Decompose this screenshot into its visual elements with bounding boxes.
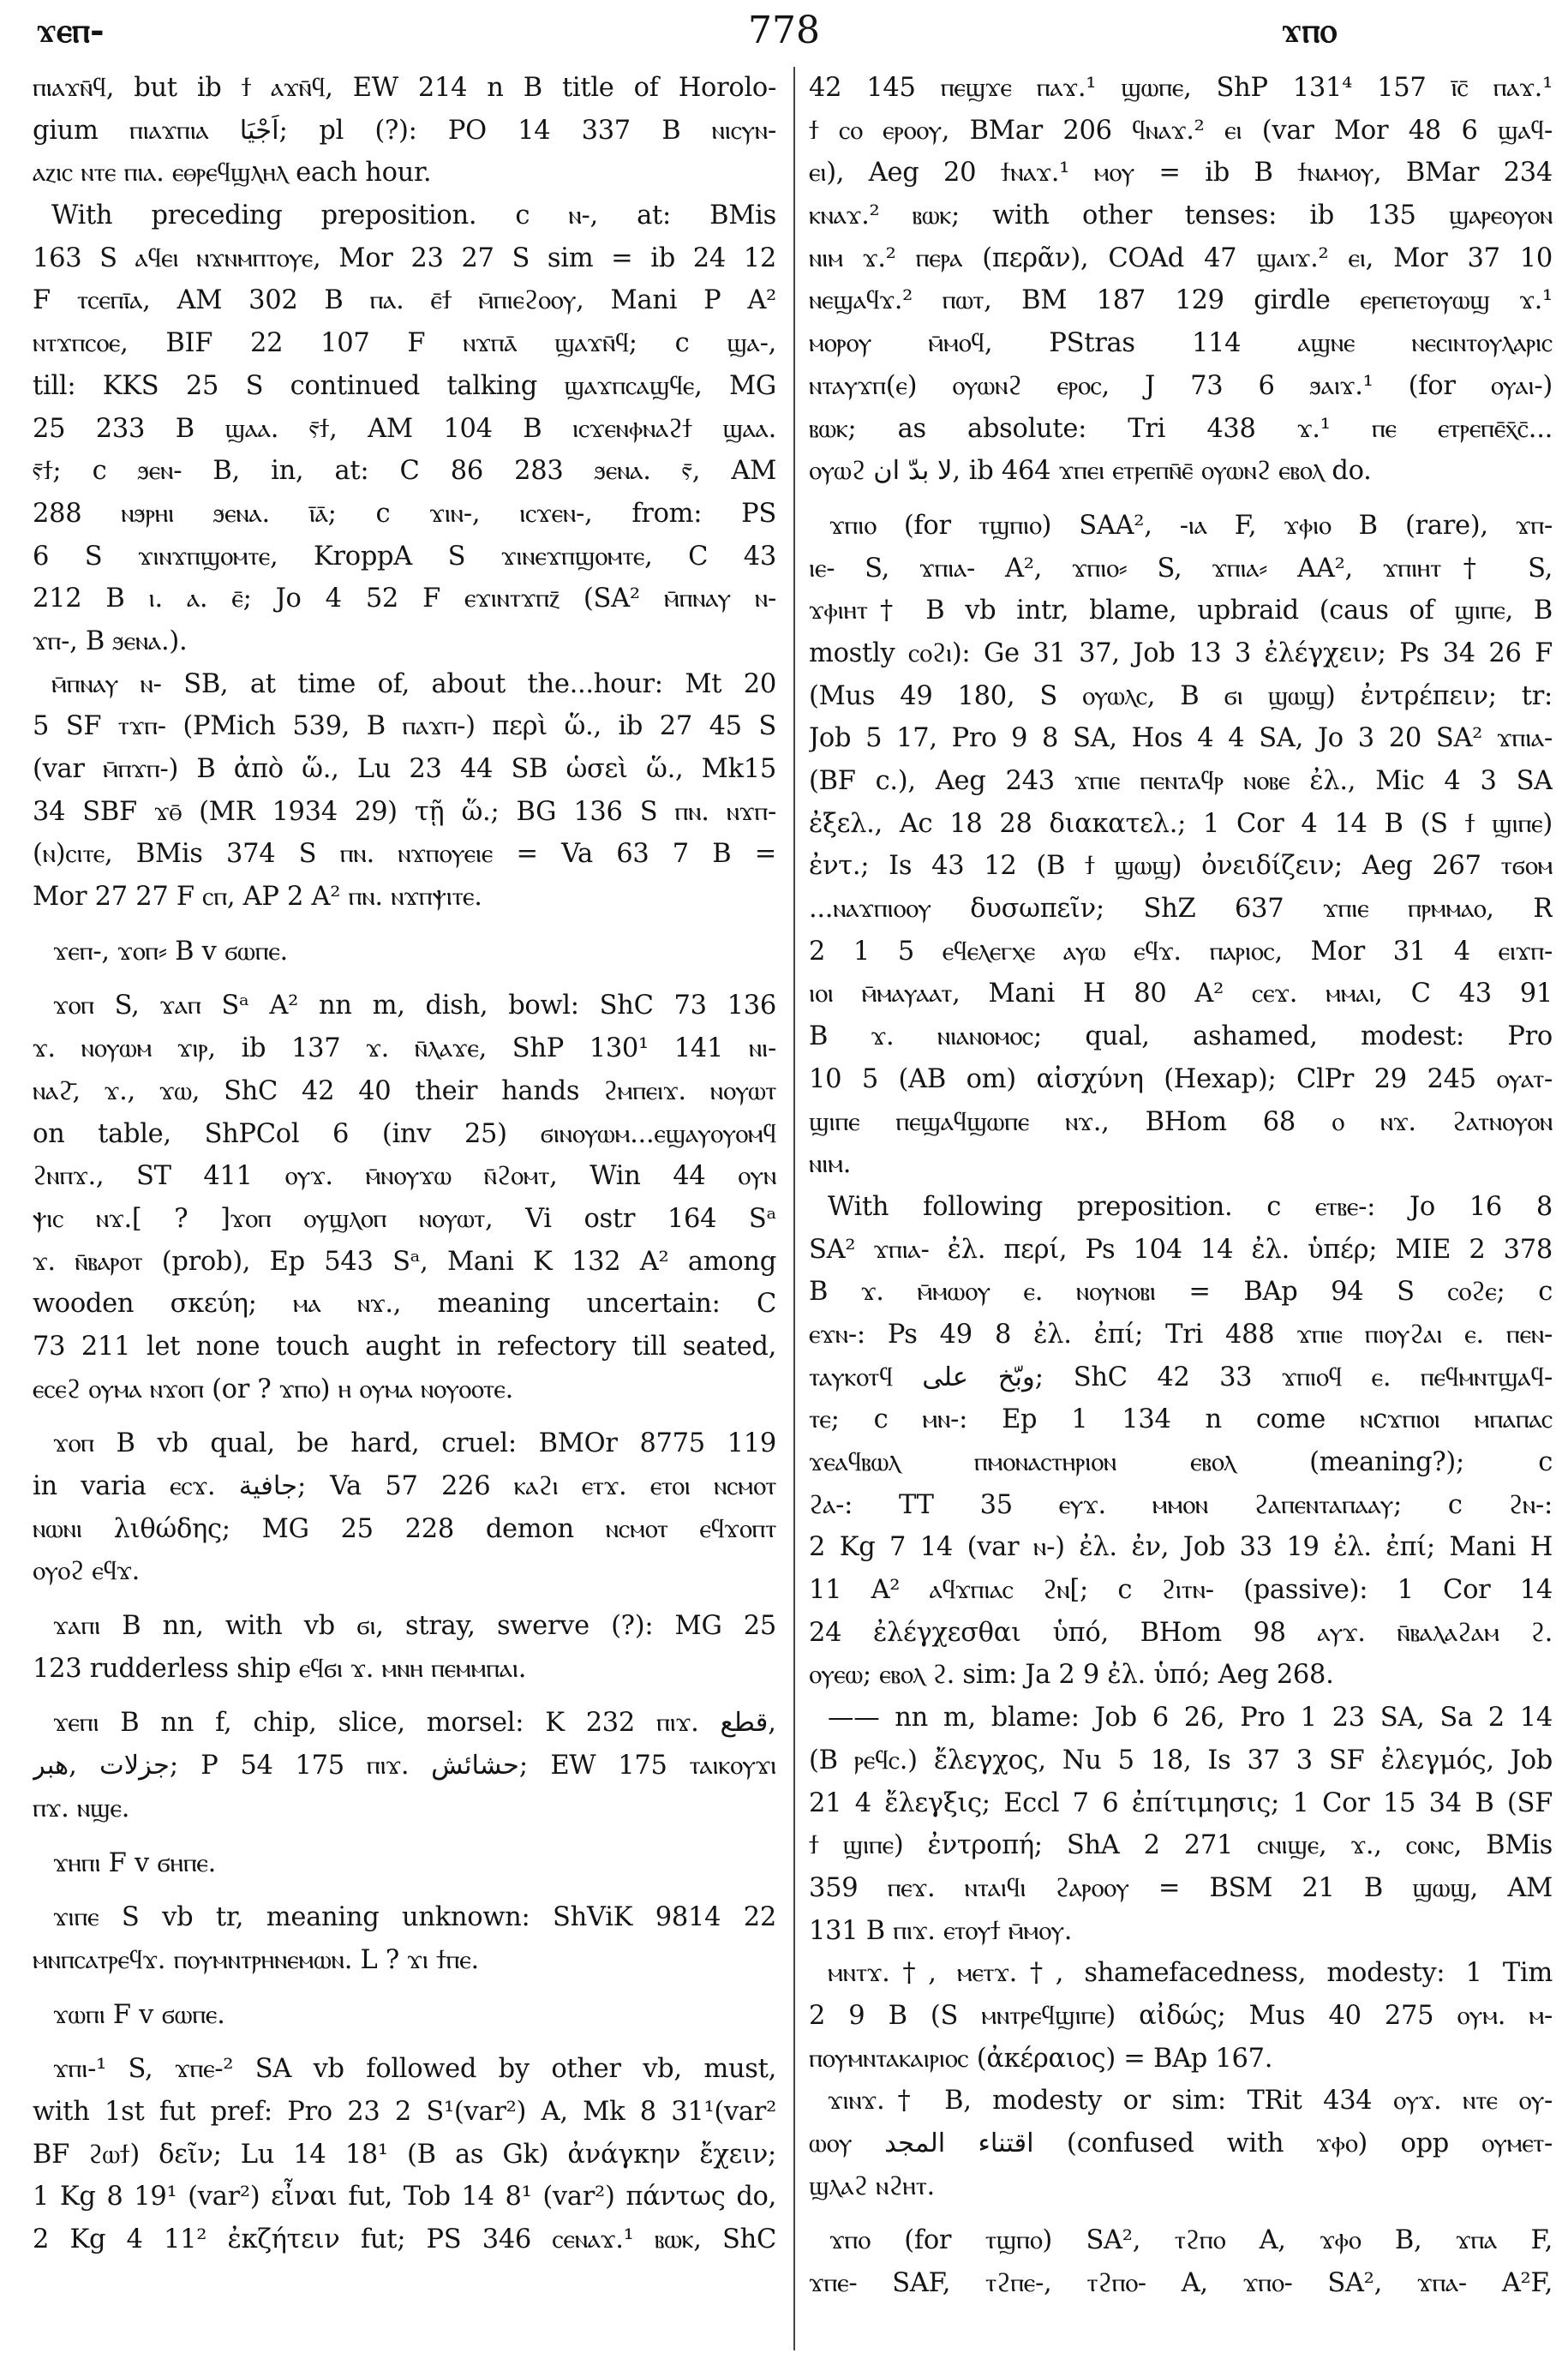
entry-line: mostly ⲥⲟϩⲓ): Ge 31 37, Job 13 3 ἐλέγχειν; Ps 34 26 F	[809, 638, 1553, 668]
entry-line: ϫⲁⲡⲓ B nn, with vb ϭⲓ, stray, swerve (?): MG 25	[53, 1611, 776, 1642]
entry-line: ⲟⲩⲉⲱ; ⲉⲃⲟⲗ ϩ. sim: Ja 2 9 ἐλ. ὑπό; Aeg 268.	[809, 1660, 1334, 1691]
entry-line: ϫⲡⲓ-¹ S, ϫⲡⲉ-² SA vb followed by other vb, must,	[53, 2054, 776, 2085]
entry-line: ϯ ⲥⲟ ⲉⲣⲟⲟⲩ, BMar 206 ϥⲛⲁϫ.² ⲉⲓ (var Mor 48 6 ϣⲁϥ-	[809, 115, 1553, 146]
entry-line: ⲛⲓⲙ.	[809, 1149, 852, 1180]
entry-line: ⲧⲁⲩⲕⲟⲧϥ وبّخ على; ShC 42 33 ϫⲡⲓⲟϥ ⲉ. ⲡⲉϥⲙⲛⲧϣⲁϥ-	[809, 1362, 1553, 1392]
entry-line: ϫⲓⲛϫ.† B, modesty or sim: TRit 434 ⲟⲩϫ. ⲛⲧⲉ ⲟⲩ-	[828, 2086, 1553, 2117]
entry-line: ⲡⲟⲩⲙⲛⲧⲁⲕⲁⲓⲣⲓⲟⲥ (ἀκέραιος) = BAp 167.	[809, 2043, 1273, 2074]
entry-line: With following preposition. c ⲉⲧⲃⲉ-: Jo 16 8	[828, 1191, 1553, 1222]
entry-line: 42 145 ⲡⲉϣϫⲉ ⲡⲁϫ.¹ ϣⲱⲡⲉ, ShP 131⁴ 157 ⲓ̄ⲥ̄ ⲡⲁϫ.¹	[809, 73, 1553, 103]
entry-line: ⲛⲱⲛⲓ λιθώδης; MG 25 228 demon ⲛⲥⲙⲟⲧ ⲉϥϫⲟⲡⲧ	[33, 1513, 776, 1544]
entry-line: ϫⲉⲡⲓ B nn f, chip, slice, morsel: K 232 ⲡⲓϫ. قطع,	[53, 1708, 776, 1739]
page-number: 778	[748, 9, 820, 52]
entry-line: With preceding preposition. c ⲛ-, at: BMis	[51, 201, 776, 231]
entry-line: ⲧⲉ; c ⲙⲛ-: Ep 1 134 n come ⲛϲϫⲡⲓⲟⲓ ⲙⲡⲁⲡⲁⲥ	[809, 1404, 1553, 1435]
entry-line: ϫⲡⲓⲟ (for ⲧϣⲡⲓⲟ) SAA², -ⲓⲁ F, ϫⲫⲓⲟ B (rare), ϫⲡ-	[829, 510, 1553, 541]
entry-line: 5 SF ⲧϫⲡ- (PMich 539, B ⲡⲁϫⲡ-) περὶ ὥ., ib 27 45 S	[33, 711, 776, 742]
entry-line: with 1st fut pref: Pro 23 2 S¹(var²) A, Mk 8 31¹(var²	[33, 2096, 776, 2127]
entry-line: ϫⲉⲡ-, ϫⲟⲡ⸗ B v ϭⲱⲡⲉ.	[53, 936, 288, 967]
entry-line: ⲉϫⲛ-: Ps 49 8 ἐλ. ἐπί; Tri 488 ϫⲡⲓⲉ ⲡⲓⲟⲩϩⲁⲓ ⲉ. ⲡⲉⲛ-	[809, 1319, 1553, 1350]
entry-line: (ⲛ)ⲥⲓⲧⲉ, BMis 374 S ⲡⲛ. ⲛϫⲡⲟⲩⲉⲓⲉ = Va 63 7 B =	[33, 839, 776, 870]
entry-line: (B ⲣⲉϥⲥ.) ἔλεγχος, Nu 5 18, Is 37 3 SF ἐλεγμός, Job	[809, 1745, 1553, 1775]
running-head-right: ϫⲡⲟ	[1281, 10, 1337, 51]
entry-line: (Mus 49 180, S ⲟⲩⲱⲗⲥ, B ϭⲓ ϣⲱϣ) ἐντρέπειν; tr:	[809, 680, 1553, 711]
entry-line: ϣⲗⲁϩ ⲛϩⲏⲧ.	[809, 2170, 935, 2201]
entry-line: 10 5 (AB om) αἰσχύνη (Hexap); ClPr 29 245 ⲟⲩⲁⲧ-	[809, 1063, 1553, 1094]
entry-line: 6 S ϫⲓⲛϫⲡϣⲟⲙⲧⲉ, KroppA S ϫⲓⲛⲉϫⲡϣⲟⲙⲧⲉ, C 43	[33, 541, 776, 572]
entry-line: ⲁⲍⲓⲥ ⲛⲧⲉ ⲡⲓⲁ. ⲉⲑⲣⲉϥϣⲗⲏⲗ each hour.	[33, 158, 432, 189]
entry-line: 131 B ⲡⲓϫ. ⲉⲧⲟⲩϯ ⲙ̄ⲙⲟⲩ.	[809, 1915, 1073, 1946]
entry-line: ⲓⲉ- S, ϫⲡⲓⲁ- A², ϫⲡⲓⲟ⸗ S, ϫⲡⲓⲁ⸗ AA², ϫⲡⲓⲏⲧ† S,	[809, 553, 1553, 584]
entry-line: ϫⲟⲡ B vb qual, be hard, cruel: BMOr 8775 119	[53, 1428, 776, 1459]
entry-line: 123 rudderless ship ⲉϥϭⲓ ϫ. ⲙⲛⲏ ⲡⲉⲙⲙⲡⲁⲓ.	[33, 1653, 527, 1684]
entry-line: 1 Kg 8 19¹ (var²) εἶναι fut, Tob 14 8¹ (var²) πάντως do,	[33, 2182, 776, 2212]
entry-line: ⲙⲛⲡⲥⲁⲧⲣⲉϥϫ. ⲡⲟⲩⲙⲛⲧⲣⲏⲛⲉⲙⲱⲛ. L ? ϫⲓ ϯⲡⲉ.	[33, 1944, 479, 1975]
running-head-left: ϫⲉⲡ-	[36, 10, 105, 51]
entry-line: 212 B ⲓ. ⲁ. ⲉ̄; Jo 4 52 F ⲉϫⲓⲛⲧϫⲡⲍ̄ (SA² ⲙ̄ⲡⲛⲁⲩ ⲛ-	[33, 584, 776, 614]
entry-line: 2 9 B (S ⲙⲛⲧⲣⲉϥϣⲓⲡⲉ) αἰδώς; Mus 40 275 ⲟⲩⲙ. ⲙ-	[809, 2000, 1553, 2031]
entry-line: ⲃⲱⲕ; as absolute: Tri 438 ϫ.¹ ⲡⲉ ⲉⲧⲣⲉⲡⲉ̄ⲭ̄ⲥ̄...	[809, 413, 1553, 444]
entry-line: ϫⲟⲡ S, ϫⲁⲡ Sᵃ A² nn m, dish, bowl: ShC 73 136	[53, 991, 776, 1021]
entry-line: 2 Kg 4 11² ἐκζήτειν fut; PS 346 ⲥⲉⲛⲁϫ.¹ ⲃⲱⲕ, ShC	[33, 2224, 776, 2254]
entry-line: 288 ⲛϧⲣⲏⲓ ϧⲉⲛⲁ. ⲓ̄ⲁ̄; c ϫⲓⲛ-, ⲓⲥϫⲉⲛ-, from: PS	[33, 498, 776, 529]
entry-line: ⲉⲥⲉϩ ⲟⲩⲙⲁ ⲛϫⲟⲡ (or ? ϫⲡⲟ) ⲏ ⲟⲩⲙⲁ ⲛⲟⲩⲟⲟⲧⲉ.	[33, 1374, 513, 1404]
entry-line: SA² ϫⲡⲓⲁ- ἐλ. περί, Ps 104 14 ἐλ. ὑπέρ; MIE 2 378	[809, 1234, 1553, 1265]
entry-line: ⲉⲓ), Aeg 20 ϯⲛⲁϫ.¹ ⲙⲟⲩ = ib B ϯⲛⲁⲙⲟⲩ, BMar 234	[809, 158, 1553, 189]
entry-line: ⲛⲁϩ̄, ϫ., ϫⲱ, ShC 42 40 their hands ϩⲙⲡⲉⲓϫ. ⲛⲟⲩⲱⲧ	[33, 1075, 776, 1106]
entry-line: ⲱⲟⲩ اقتناء المجد (confused with ϫⲫⲟ) opp ⲟⲩⲙⲉⲧ-	[809, 2128, 1553, 2158]
entry-line: on table, ShPCol 6 (inv 25) ϭⲓⲛⲟⲩⲱⲙ...ⲉϣⲁⲩⲟⲩⲟⲙϥ	[33, 1118, 776, 1149]
left-column	[33, 67, 776, 2261]
entry-line: ⲕⲛⲁϫ.² ⲃⲱⲕ; with other tenses: ib 135 ϣⲁⲣⲉⲟⲩⲟⲛ	[809, 201, 1553, 231]
entry-line: wooden σκεύη; ⲙⲁ ⲛϫ., meaning uncertain: C	[33, 1289, 776, 1320]
entry-line: 2 Kg 7 14 (var ⲛ-) ἐλ. ἐν, Job 33 19 ἐλ. ἐπί; Mani H	[809, 1532, 1553, 1563]
entry-line: ϫⲡⲟ (for ⲧϣⲡⲟ) SA², ⲧϩⲡⲟ A, ϫⲫⲟ B, ϫⲡⲁ F,	[829, 2225, 1553, 2256]
entry-line: ⲡϫ. ⲛϣⲉ.	[33, 1793, 130, 1823]
entry-line: ϫ. ⲛⲟⲩⲱⲙ ϫⲓⲣ, ib 137 ϫ. ⲛ̄ⲗⲁϫⲉ, ShP 130¹ 141 ⲛⲓ-	[33, 1033, 776, 1064]
entry-line: 2 1 5 ⲉϥⲉⲗⲉⲅⲭⲉ ⲁⲩⲱ ⲉϥϫ. ⲡⲁⲣⲓⲟⲥ, Mor 31 4 ⲉⲓϫⲡ-	[809, 936, 1553, 967]
entry-line: ⲛⲉϣⲁϥϫ.² ⲡⲱⲧ, BM 187 129 girdle ⲉⲣⲉⲡⲉⲧⲟⲩⲱϣ ϫ.¹	[809, 285, 1553, 316]
entry-line: ⲓⲟⲓ ⲙ̄ⲙⲁⲩⲁⲁⲧ, Mani H 80 A² ⲥⲉϫ. ⲙⲙⲁⲓ, C 43 91	[809, 979, 1553, 1009]
entry-line: 359 ⲡⲉϫ. ⲛⲧⲁⲓϥⲓ ϩⲁⲣⲟⲟⲩ = BSM 21 B ϣⲱϣ, AM	[809, 1872, 1553, 1903]
entry-line: Job 5 17, Pro 9 8 SA, Hos 4 4 SA, Jo 3 20 SA² ϫⲡⲓⲁ-	[809, 723, 1553, 754]
entry-line: ϩⲛⲡϫ., ST 411 ⲟⲩϫ. ⲙ̄ⲛⲟⲩϫⲱ ⲛ̄ϩⲟⲙⲧ, Win 44 ⲟⲩⲛ	[33, 1161, 776, 1192]
entry-line: Mor 27 27 F ⲥⲡ, AP 2 A² ⲡⲛ. ⲛϫⲡⲯⲓⲧⲉ.	[33, 882, 482, 913]
entry-line: ϫⲡⲉ- SAF, ⲧϩⲡⲉ-, ⲧϩⲡⲟ- A, ϫⲡⲟ- SA², ϫⲡⲁ- A²F,	[809, 2268, 1553, 2299]
entry-line: ⲙ̄ⲡⲛⲁⲩ ⲛ- SB, at time of, about the...hour: Mt 20	[51, 668, 776, 699]
entry-line: F ⲧⲥⲉⲡⲓ̄ⲁ, AM 302 B ⲡⲁ. ⲉ̄ϯ ⲙ̄ⲡⲓⲉϩⲟⲟⲩ, Mani P A²	[33, 285, 776, 316]
entry-line: ϣⲓⲡⲉ ⲡⲉϣⲁϥϣⲱⲡⲉ ⲛϫ., BHom 68 ⲟ ⲛϫ. ϩⲁⲧⲛⲟⲩⲟⲛ	[809, 1106, 1553, 1137]
entry-line: B ϫ. ⲙ̄ⲙⲱⲟⲩ ⲉ. ⲛⲟⲩⲛⲟⲃⲓ = BAp 94 S ⲥⲟϩⲉ; c	[809, 1277, 1553, 1308]
entry-line: (var ⲙ̄ⲡϫⲡ-) B ἀπὸ ὥ., Lu 23 44 SB ὡσεὶ ὥ., Mk15	[33, 754, 776, 784]
entry-line: ϫⲫⲓⲏⲧ† B vb intr, blame, upbraid (caus of ϣⲓⲡⲉ, B	[809, 596, 1553, 626]
entry-line: ϫⲉⲁϥⲃⲱⲗ ⲡⲙⲟⲛⲁⲥⲧⲏⲣⲓⲟⲛ ⲉⲃⲟⲗ (meaning?); c	[809, 1447, 1553, 1477]
entry-line: ⲛⲧⲁⲩϫⲡ(ⲉ) ⲟⲩⲱⲛϩ ⲉⲣⲟⲥ, J 73 6 ϧⲁⲓϫ.¹ (for ⲟⲩⲁⲓ-)	[809, 370, 1553, 401]
entry-line: 25 233 B ϣⲁⲁ. ⲋ̄ϯ, AM 104 B ⲓⲥϫⲉⲛⲫⲛⲁϩϯ ϣⲁⲁ.	[33, 413, 776, 444]
entry-line: 11 A² ⲁϥϫⲡⲓⲁⲥ ϩⲛ[; c ϩⲓⲧⲛ- (passive): 1 Cor 14	[809, 1575, 1553, 1606]
entry-line: BF ϩⲱϯ) δεῖν; Lu 14 18¹ (B as Gk) ἀνάγκην ἔχειν;	[33, 2139, 776, 2170]
entry-line: 24 ἐλέγχεσθαι ὑπό, BHom 98 ⲁⲩϫ. ⲛ̄ⲃⲁⲗⲁϩⲁⲙ ϩ.	[809, 1617, 1553, 1648]
entry-line: ⲋ̄ϯ; c ϧⲉⲛ- B, in, at: C 86 283 ϧⲉⲛⲁ. ⲋ̄, AM	[33, 456, 776, 487]
entry-line: ⲙⲟⲣⲟⲩ ⲙ̄ⲙⲟϥ, PStras 114 ⲁϣⲛⲉ ⲛⲉⲥⲓⲛⲧⲟⲩⲗⲁⲣⲓⲥ	[809, 328, 1553, 359]
entry-line: 34 SBF ϫⲑ̄ (MR 1934 29) τῇ ὥ.; BG 136 S ⲡⲛ. ⲛϫⲡ-	[33, 796, 776, 827]
entry-line: ⲛⲧϫⲡⲥⲟⲉ, BIF 22 107 F ⲛϫⲡⲁ̄ ϣⲁϫⲛ̄ϥ; c ϣⲁ-,	[33, 328, 776, 359]
entry-line: —— nn m, blame: Job 6 26, Pro 1 23 SA, Sa 2 14	[828, 1703, 1553, 1733]
entry-line: ϯ ϣⲓⲡⲉ) ἐντροπή; ShA 2 271 ⲥⲛⲓϣⲉ, ϫ., ⲥⲟⲛⲥ, BMis	[809, 1830, 1553, 1861]
entry-line: till: KKS 25 S continued talking ϣⲁϫⲡⲥⲁϣϥⲉ, MG	[33, 370, 776, 401]
right-column	[809, 67, 1553, 2305]
entry-line: جزلات ,هبر; P 54 175 ⲡⲓϫ. حشائش; EW 175 ⲧⲁⲓⲕⲟⲩϫⲓ	[33, 1751, 776, 1781]
entry-line: ϫⲡ-, B ϧⲉⲛⲁ.).	[33, 626, 188, 656]
entry-line: ⲟⲩⲱϩ لا بدّ ان, ib 464 ϫⲡⲉⲓ ⲉⲧⲣⲉⲡⲛ̄ⲉ̄ ⲟⲩⲱⲛϩ ⲉⲃⲟⲗ do.	[809, 456, 1372, 487]
entry-line: ⲛⲓⲙ ϫ.² ⲡⲉⲣⲁ (περᾶν), COAd 47 ϣⲁⲓϫ.² ⲉⲓ, Mor 37 10	[809, 242, 1553, 273]
entry-line: 73 211 let none touch aught in refectory till seated,	[33, 1331, 776, 1362]
entry-line: 21 4 ἔλεγξις; Eccl 7 6 ἐπίτιμησις; 1 Cor 15 34 B (SF	[809, 1787, 1553, 1818]
entry-line: ϫⲱⲡⲓ F v ϭⲱⲡⲉ.	[53, 1999, 225, 2030]
entry-line: ...ⲛⲁϫⲡⲓⲟⲟⲩ δυσωπεῖν; ShZ 637 ϫⲡⲓⲉ ⲡⲣⲙⲙⲁⲟ, R	[809, 894, 1553, 925]
entry-line: gium ⲡⲓⲁϫⲡⲓⲁ اَجْيَا; pl (?): PO 14 337 B ⲛⲓⲥⲩⲛ-	[33, 115, 776, 146]
entry-line: ἐξελ., Ac 18 28 διακατελ.; 1 Cor 4 14 B (S ϯ ϣⲓⲡⲉ)	[809, 808, 1553, 839]
entry-line: ἐντ.; Is 43 12 (B ϯ ϣⲱϣ) ὀνειδίζειν; Aeg 267 ⲧϭⲟⲙ	[809, 851, 1553, 882]
entry-line: in varia ⲉⲥϫ. جافية; Va 57 226 ⲕⲁϩⲓ ⲉⲧϫ. ⲉⲧⲟⲓ ⲛⲥⲙⲟⲧ	[33, 1471, 776, 1501]
entry-line: (BF c.), Aeg 243 ϫⲡⲓⲉ ⲡⲉⲛⲧⲁϥⲣ ⲛⲟⲃⲉ ἐλ., Mic 4 3 SA	[809, 766, 1553, 796]
entry-line: ⲟⲩⲟϩ ⲉϥϫ.	[33, 1556, 141, 1587]
entry-line: ⲯⲓⲥ ⲛϫ.[ ? ]ϫⲟⲡ ⲟⲩϣⲗⲟⲡ ⲛⲟⲩⲱⲧ, Vi ostr 164 Sᵃ	[33, 1203, 776, 1234]
entry-line: ⲙⲛⲧϫ.†, ⲙⲉⲧϫ.†, shamefacedness, modesty: 1 Tim	[828, 1958, 1553, 1989]
entry-line: 163 S ⲁϥⲉⲓ ⲛϫⲛⲙⲡⲧⲟⲩⲉ, Mor 23 27 S sim = ib 24 12	[33, 242, 776, 273]
entry-line: ⲡⲓⲁϫⲛ̄ϥ, but ib ϯ ⲁϫⲛ̄ϥ, EW 214 n B title of Horolo-	[33, 73, 776, 103]
entry-line: ϫⲓⲡⲉ S vb tr, meaning unknown: ShViK 9814 22	[53, 1902, 776, 1933]
entry-line: B ϫ. ⲛⲓⲁⲛⲟⲙⲟⲥ; qual, ashamed, modest: Pro	[809, 1021, 1553, 1052]
entry-line: ϫ. ⲛ̄ⲃⲁⲣⲟⲧ (prob), Ep 543 Sᵃ, Mani K 132 A² among	[33, 1246, 776, 1277]
entry-line: ϫⲏⲡⲓ F v ϭⲏⲡⲉ.	[53, 1847, 217, 1878]
entry-line: ϩⲁ-: TT 35 ⲉⲩϫ. ⲙⲙⲟⲛ ϩⲁⲡⲉⲛⲧⲁⲡⲁⲁⲩ; c ϩⲛ-:	[809, 1489, 1553, 1520]
column-divider	[793, 67, 795, 2350]
